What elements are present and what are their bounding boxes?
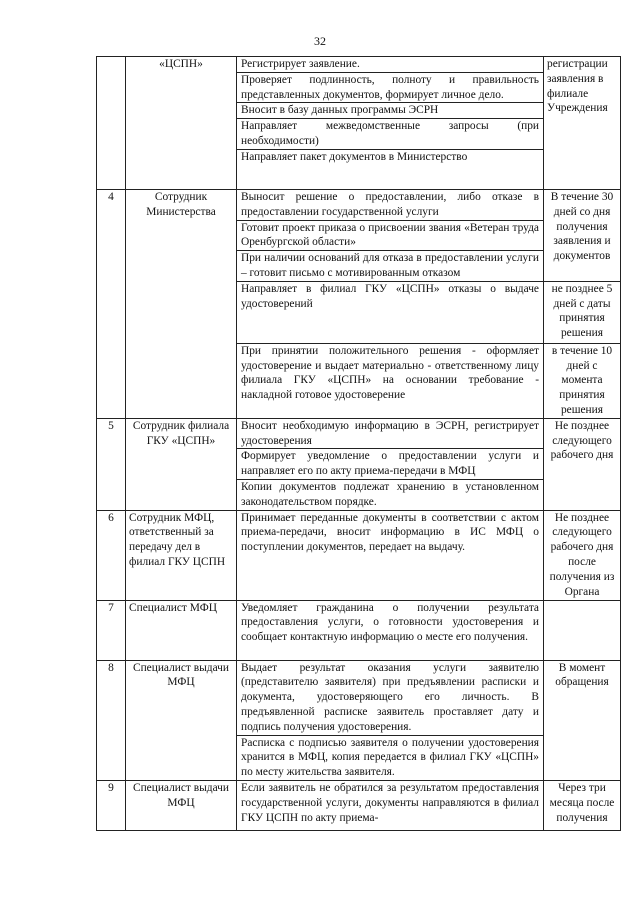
procedure-table bbox=[96, 56, 621, 831]
row-number: 8 bbox=[97, 660, 126, 780]
row-actor bbox=[126, 281, 237, 343]
action-item: Формирует уведомление о предоставлении услуги и направляет его по акту приема-передачи в МФЦ bbox=[237, 449, 543, 480]
row-number bbox=[97, 281, 126, 343]
row-actor: Сотрудник МФЦ, ответственный за передачу дел в филиал ГКУ ЦСПН bbox=[126, 510, 237, 600]
table-row bbox=[97, 600, 621, 660]
table-row bbox=[97, 57, 621, 190]
action-item: Вносит необходимую информацию в ЭСРН, регистрирует удостоверения bbox=[237, 419, 543, 450]
action-item: При принятии положительного решения - оформляет удостоверение и выдает материально - ответственному лицу филиала ГКУ «ЦСПН» на основании требование - накладной готовое удостоверение bbox=[241, 344, 539, 402]
row-actions bbox=[237, 281, 544, 343]
row-actor: Сотрудник филиала ГКУ «ЦСПН» bbox=[126, 418, 237, 510]
row-number: 4 bbox=[97, 190, 126, 282]
row-actions bbox=[237, 190, 544, 282]
table-row bbox=[97, 660, 621, 780]
action-item: Выдает результат оказания услуги заявителю (представителю заявителя) при предъявлении расписки и документа, удостоверяющего его личность. В предъявленной расписке заявитель проставляет дату и подпись получения удостоверения. bbox=[237, 661, 543, 736]
row-actions bbox=[237, 343, 544, 418]
row-actor: Специалист выдачи МФЦ bbox=[126, 660, 237, 780]
page-number: 32 bbox=[314, 34, 326, 48]
row-number: 9 bbox=[97, 780, 126, 830]
action-item: Проверяет подлинность, полноту и правильность представленных документов, формирует личное дело. bbox=[237, 73, 543, 104]
row-term: регистрации заявления в филиале Учреждения bbox=[544, 57, 621, 190]
row-term: в течение 10 дней с момента принятия решения bbox=[544, 343, 621, 418]
action-item: Принимает переданные документы в соответствии с актом приема-передачи, вносит информацию в ИС МФЦ о поступлении документов, передает на выдачу. bbox=[241, 511, 539, 554]
row-actions bbox=[237, 780, 544, 830]
row-term: В течение 30 дней со дня получения заявления и документов bbox=[544, 190, 621, 282]
row-actions bbox=[237, 660, 544, 780]
action-item: Копии документов подлежат хранению в установленном законодательством порядке. bbox=[241, 480, 539, 508]
row-actor: Специалист выдачи МФЦ bbox=[126, 780, 237, 830]
row-term: не позднее 5 дней с даты принятия решения bbox=[544, 281, 621, 343]
table-row bbox=[97, 281, 621, 343]
row-actions bbox=[237, 57, 544, 190]
action-item: Направляет в филиал ГКУ «ЦСПН» отказы о выдаче удостоверений bbox=[241, 282, 539, 310]
action-item: При наличии оснований для отказа в предоставлении услуги – готовит письмо с мотивированным отказом bbox=[241, 252, 539, 279]
row-number: 5 bbox=[97, 418, 126, 510]
row-number bbox=[97, 343, 126, 418]
action-item: Регистрирует заявление. bbox=[237, 57, 543, 73]
row-term: Через три месяца после получения bbox=[544, 780, 621, 830]
action-item: Вносит в базу данных программы ЭСРН bbox=[237, 103, 543, 119]
action-item: Если заявитель не обратился за результатом предоставления государственной услуги, документы направляются в филиал ГКУ ЦСПН по акту приема- bbox=[241, 781, 539, 824]
row-actor: Специалист МФЦ bbox=[126, 600, 237, 660]
row-number: 6 bbox=[97, 510, 126, 600]
table-row bbox=[97, 510, 621, 600]
row-actions bbox=[237, 510, 544, 600]
row-actions bbox=[237, 600, 544, 660]
action-item: Выносит решение о предоставлении, либо отказе в предоставлении государственной услуги bbox=[237, 190, 543, 221]
action-item: Направляет пакет документов в Министерство bbox=[241, 150, 468, 163]
action-item: Расписка с подписью заявителя о получении удостоверения хранится в МФЦ, копия передается в филиал ГКУ «ЦСПН» по месту жительства заявителя. bbox=[241, 736, 539, 779]
row-actor bbox=[126, 343, 237, 418]
table-row bbox=[97, 190, 621, 282]
table-row bbox=[97, 418, 621, 510]
row-actor: Сотрудник Министерства bbox=[126, 190, 237, 282]
row-term: В момент обращения bbox=[544, 660, 621, 780]
row-term: Не позднее следующего рабочего дня bbox=[544, 418, 621, 510]
action-item: Направляет межведомственные запросы (при необходимости) bbox=[237, 119, 543, 150]
action-item: Уведомляет гражданина о получении результата предоставления услуги, о готовности удостоверения и сообщает контактную информацию о месте его получения. bbox=[241, 601, 539, 644]
row-number: 7 bbox=[97, 600, 126, 660]
table-row bbox=[97, 780, 621, 830]
row-number bbox=[97, 57, 126, 190]
row-term bbox=[544, 600, 621, 660]
row-actor: «ЦСПН» bbox=[126, 57, 237, 190]
row-actions bbox=[237, 418, 544, 510]
row-term: Не позднее следующего рабочего дня после получения из Органа bbox=[544, 510, 621, 600]
table-row bbox=[97, 343, 621, 418]
action-item: Готовит проект приказа о присвоении звания «Ветеран труда Оренбургской области» bbox=[237, 221, 543, 252]
